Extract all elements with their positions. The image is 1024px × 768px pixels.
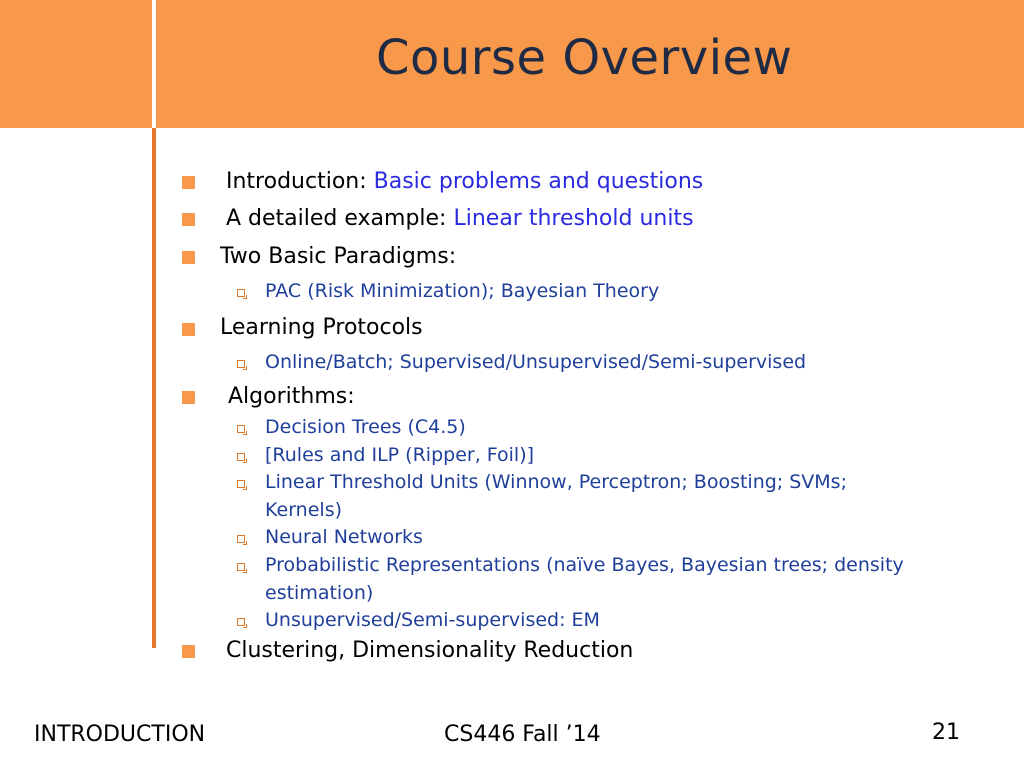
- slide-title: Course Overview: [376, 30, 793, 86]
- page-number: 21: [932, 720, 960, 745]
- sub-list-item: [Rules and ILP (Ripper, Foil)]: [265, 444, 535, 466]
- footer-center: CS446 Fall ’14: [444, 722, 601, 747]
- list-item: [226, 171, 703, 193]
- sub-list-item: Probabilistic Representations (naïve Bayes, Bayesian trees; density: [265, 554, 904, 576]
- sub-list-item: Neural Networks: [265, 526, 423, 548]
- bullet-square-icon: [182, 391, 195, 404]
- footer-left: INTRODUCTION: [34, 722, 206, 747]
- bullet-box-icon: [237, 563, 245, 571]
- list-item-label: Introduction:: [226, 169, 374, 194]
- bullet-box-icon: [237, 425, 245, 433]
- bullet-box-icon: [237, 618, 245, 626]
- list-item: Two Basic Paradigms:: [220, 244, 457, 269]
- sub-list-item: Unsupervised/Semi-supervised: EM: [265, 609, 600, 631]
- list-item: Clustering, Dimensionality Reduction: [226, 638, 634, 663]
- sub-list-item: Online/Batch; Supervised/Unsupervised/Semi-supervised: [265, 351, 807, 373]
- sub-list-item: Linear Threshold Units (Winnow, Perceptron; Boosting; SVMs;: [265, 471, 847, 493]
- sub-list-item-continued: estimation): [265, 582, 374, 604]
- bullet-square-icon: [182, 645, 195, 658]
- list-item: Algorithms:: [228, 384, 355, 409]
- list-item: [226, 208, 694, 230]
- bullet-box-icon: [237, 289, 245, 297]
- bullet-square-icon: [182, 323, 195, 336]
- list-item: Learning Protocols: [220, 315, 423, 340]
- example-link[interactable]: Linear threshold units: [453, 206, 694, 231]
- bullet-square-icon: [182, 176, 195, 189]
- bullet-square-icon: [182, 251, 195, 264]
- bullet-box-icon: [237, 453, 245, 461]
- sub-list-item-continued: Kernels): [265, 499, 343, 521]
- sub-list-item: Decision Trees (C4.5): [265, 416, 466, 438]
- bullet-box-icon: [237, 535, 245, 543]
- intro-link[interactable]: Basic problems and questions: [373, 169, 704, 194]
- bullet-box-icon: [237, 360, 245, 368]
- list-item-label: A detailed example:: [226, 206, 454, 231]
- bullet-square-icon: [182, 213, 195, 226]
- sub-list-item: PAC (Risk Minimization); Bayesian Theory: [265, 280, 660, 302]
- bullet-box-icon: [237, 480, 245, 488]
